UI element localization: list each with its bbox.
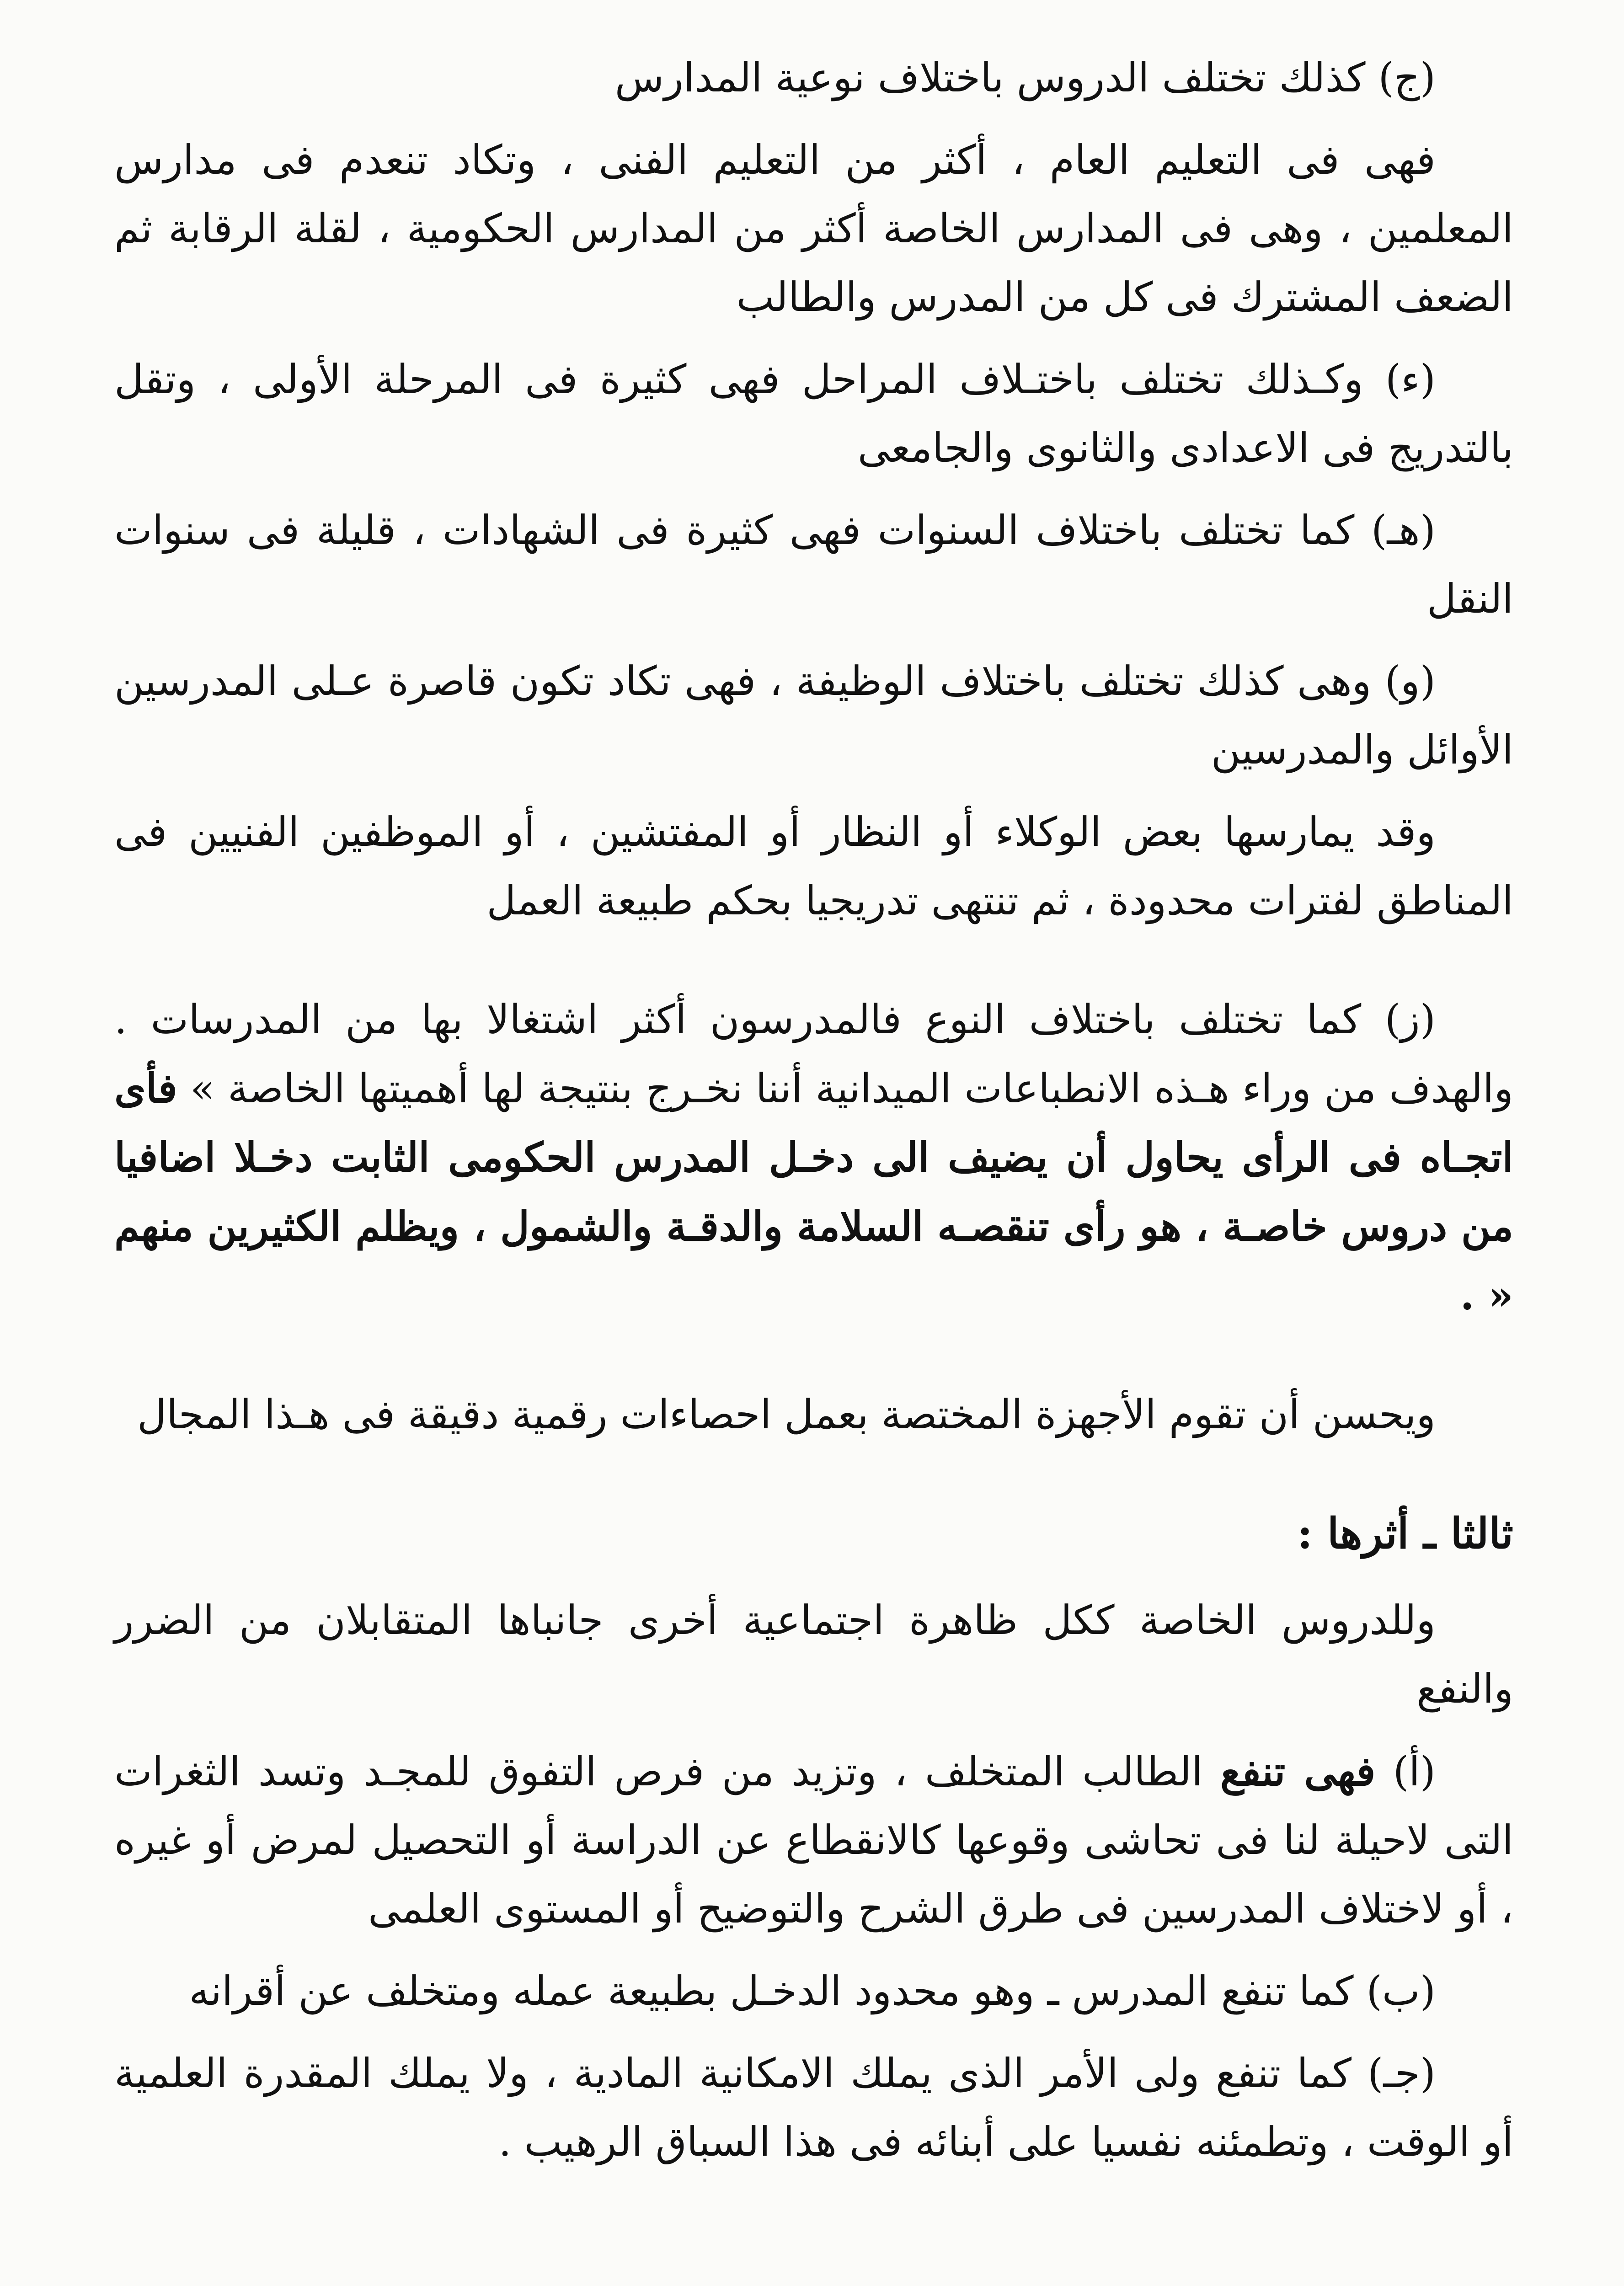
section-heading: ثالثا ـ أثرها : [1297,1509,1513,1558]
paragraph-general-education: فهى فى التعليم العام ، أكثر من التعليم الفنى ، وتكاد تنعدم فى مدارس المعلمين ، وهى فى المدارس الخاصة أكثر من المدارس الحكومية ، لقلة الرقابة ثم الضعف المشترك فى كل من المدرس والطالب [114,136,1513,320]
paragraph-benefit-student-lead: (أ) [1375,1748,1436,1795]
paragraph-stages: (ء) وكـذلك تختلف باختـلاف المراحل فهى كثيرة فى المرحلة الأولى ، وتقل بالتدريج فى الاعدادى والثانوى والجامعى [114,356,1513,471]
paragraph-statistics: ويحسن أن تقوم الأجهزة المختصة بعمل احصاءات رقمية دقيقة فى هـذا المجال [137,1391,1436,1438]
paragraph-years: (هـ) كما تختلف باختلاف السنوات فهى كثيرة فى الشهادات ، قليلة فى سنوات النقل [114,507,1513,622]
paragraph-benefit-guardian: (جـ) كما تنفع ولى الأمر الذى يملك الامكانية المادية ، ولا يملك المقدرة العلمية أو الوقت ، وتطمئنه نفسيا على أبنائه فى هذا السباق الرهيب . [114,2050,1513,2165]
page-body [114,43,1513,2190]
paragraph-benefit-teacher: (ب) كما تنفع المدرس ـ وهو محدود الدخـل بطبيعة عمله ومتخلف عن أقرانه [189,1967,1436,2014]
paragraph-school-type: (ج) كذلك تختلف الدروس باختلاف نوعية المدارس [614,54,1436,101]
paragraph-gender-text: (ز) كما تختلف باختلاف النوع فالمدرسون أكثر اشتغالا بها من المدرسات . والهدف من وراء هـذه الانطباعات الميدانية أننا نخـرج بنتيجة لها أهميتها الخاصة » [114,996,1513,1112]
paragraph-harm-benefit: وللدروس الخاصة ككل ظاهرة اجتماعية أخرى جانباها المتقابلان من الضرر والنفع [114,1597,1513,1712]
paragraph-gender-conclusion [114,985,1513,1330]
bold-quotation: فأى اتجـاه فى الرأى يحاول أن يضيف الى دخـل المدرس الحكومى الثابت دخـلا اضافيا من دروس خاصـة ، هو رأى تنقصـه السلامة والدقـة والشمول ، ويظلم الكثيرين منهم « . [114,1064,1514,1319]
paragraph-job: (و) وهى كذلك تختلف باختلاف الوظيفة ، فهى تكاد تكون قاصرة عـلى المدرسين الأوائل والمدرسين [114,657,1513,773]
paragraph-benefit-student-rest: الطالب المتخلف ، وتزيد من فرص التفوق للمجـد وتسد الثغرات التى لاحيلة لنا فى تحاشى وقوعها كالانقطاع عن الدراسة أو التحصيل لمرض أو غيره ، أو لاختلاف المدرسين فى طرق الشرح والتوضيح أو المستوى العلمى [114,1748,1514,1932]
paragraph-practitioners: وقد يمارسها بعض الوكلاء أو النظار أو المفتشين ، أو الموظفين الفنيين فى المناطق لفترات محدودة ، ثم تنتهى تدريجيا بحكم طبيعة العمل [114,808,1513,924]
bold-phrase: فهى تنفع [1220,1747,1376,1795]
paragraph-benefit-student [114,1737,1513,1943]
